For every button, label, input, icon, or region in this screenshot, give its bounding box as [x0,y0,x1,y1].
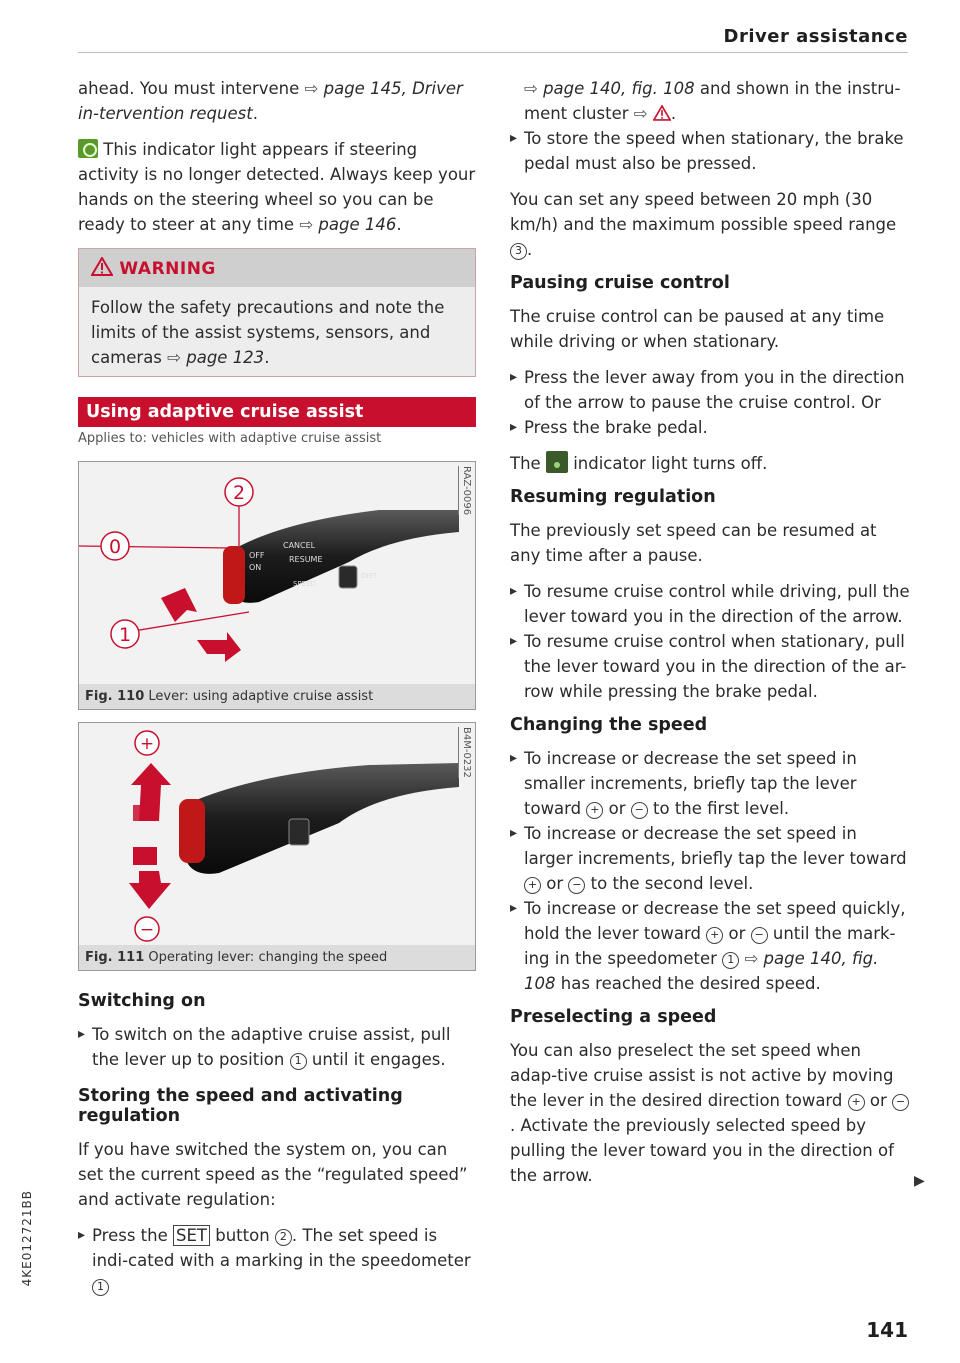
callout-2: 2 [232,482,246,504]
lever-label: DIST [361,572,378,580]
section-title: Using adaptive cruise assist [78,397,476,427]
callout-1: 1 [118,624,132,646]
reference-arrow-icon: ⇨ [524,79,538,98]
intro-paragraph: ahead. You must intervene ⇨ page 145, Driver in-tervention request. [78,79,463,123]
left-column [78,76,476,1298]
position-callout: 1 [92,1279,109,1296]
lever-illustration [79,462,475,684]
heading-storing-speed: Storing the speed and activating regulation [78,1086,403,1126]
lever-label: RESUME [289,555,323,564]
warning-triangle-icon [91,257,113,276]
push-arrow-icon [161,588,197,622]
reference-arrow-icon: ⇨ [299,215,314,234]
reference-arrow-icon: ⇨ [744,949,759,968]
minus-icon: − [631,802,648,819]
indicator-paragraph: This indicator light appears if steering activity is no longer detected. Always keep your hands on the steering wheel so you can be ready to steer at any time ⇨ page 146. [78,140,476,234]
lever-label: CANCEL [283,541,316,550]
position-callout: 3 [510,243,527,260]
plus-icon: + [848,1094,865,1111]
plus-icon: + [706,927,723,944]
reference-arrow-icon: ⇨ [167,348,181,367]
warning-title: WARNING [119,259,216,279]
minus-icon: − [751,927,768,944]
heading-resuming: Resuming regulation [510,487,716,507]
figure-111-image [79,723,475,945]
page-link[interactable]: page 140, fig. 108 [524,949,879,993]
right-column [510,76,910,1199]
figure-110-image [79,462,475,684]
resuming-list [510,579,910,704]
page-link[interactable]: page 145, Driver in-tervention request [78,79,463,123]
callout-0: 0 [108,536,122,558]
heading-changing-speed: Changing the speed [510,715,708,735]
page-link[interactable]: page 140, fig. 108 [543,79,695,98]
reference-arrow-icon: ⇨ [633,104,648,123]
pausing-paragraph: The cruise control can be paused at any time while driving or when stationary. [510,307,885,351]
minus-icon: − [568,877,585,894]
reference-arrow-icon: ⇨ [304,79,319,98]
hands-on-steering-indicator-icon [78,139,98,158]
figure-code: B4M-0232 [458,727,472,778]
header-divider [78,52,908,53]
page-link[interactable]: page 123 [186,348,265,367]
heading-switching-on: Switching on [78,991,206,1011]
continued-arrow-icon: ▶ [914,1173,925,1189]
storing-paragraph: If you have switched the system on, you can set the current speed as the “regulated speed” and activate regulation: [78,1140,468,1209]
list-item: ▸ To resume cruise control while driving, pull the lever toward you in the direction of the arrow. [510,579,910,629]
lever-illustration [79,723,475,945]
lever-label: OFF [249,551,265,560]
list-item: ▸ To increase or decrease the set speed in larger increments, briefly tap the lever toward + or − to the second level. [510,821,910,896]
lever-label: SPEED [293,580,316,588]
position-callout: 1 [722,952,739,969]
document-code: 4KE012721BB [20,1190,34,1287]
set-button-label: SET [173,1225,210,1246]
changing-list [510,746,910,996]
lever-label: ON [249,563,262,572]
plus-callout: + [139,734,155,754]
pull-arrow-icon [197,632,241,662]
running-header: Driver assistance [723,26,908,47]
pausing-list [510,365,910,440]
minus-icon: − [892,1094,909,1111]
figure-110 [78,461,476,710]
list-item: ▸ To resume cruise control when stationary, pull the lever toward you in the direction of the ar-row while pressing the brake pedal. [510,629,910,704]
list-item: ▸ To increase or decrease the set speed quickly, hold the lever toward + or − until the mark-ing in the speedometer 1 ⇨ page 140, fig. 108 has reached the desired speed. [510,896,910,996]
list-item: ▸ To store the speed when stationary, the brake pedal must also be pressed. [510,126,910,176]
indicator-off-paragraph: The indicator light turns off. [510,451,910,476]
heading-pausing: Pausing cruise control [510,273,730,293]
list-item: ▸ Press the brake pedal. [510,415,910,440]
figure-110-caption: Fig. 110 Lever: using adaptive cruise assist [79,684,475,709]
plus-icon: + [586,802,603,819]
list-item: ▸ Press the lever away from you in the direction of the arrow to pause the cruise control. Or [510,365,910,415]
cruise-control-indicator-icon [546,451,568,473]
list-item: ▸ Press the SET button 2 . The set speed is indi-cated with a marking in the speedometer 1 [78,1223,476,1298]
resuming-paragraph: The previously set speed can be resumed at any time after a pause. [510,521,877,565]
warning-text: Follow the safety precautions and note the limits of the assist systems, sensors, and cameras ⇨ page 123. [79,287,475,376]
warning-box [78,248,476,377]
preselecting-paragraph: You can also preselect the set speed when adap-tive cruise assist is not active by moving the lever in the desired direction toward + or −. Activate the previously selected speed by pulling the lever toward you in the direction of the arrow. [510,1038,910,1188]
applies-to-note: Applies to: vehicles with adaptive cruise assist [78,431,382,446]
page-number: 141 [866,1318,908,1342]
position-callout: 2 [275,1229,292,1246]
list-item: ▸ To switch on the adaptive cruise assist, pull the lever up to position 1 until it engages. [78,1022,476,1072]
continued-list-text: ⇨ page 140, fig. 108 and shown in the instru-ment cluster ⇨ . [524,79,901,123]
figure-111 [78,722,476,971]
figure-111-caption: Fig. 111 Operating lever: changing the speed [79,945,475,970]
minus-callout: − [139,920,155,940]
plus-icon: + [524,877,541,894]
warning-header [79,249,475,287]
list-item: ▸ To increase or decrease the set speed in smaller increments, briefly tap the lever toward + or − to the first level. [510,746,910,821]
decrease-arrow-icon [129,871,171,909]
position-callout: 1 [290,1053,307,1070]
speed-range-paragraph: You can set any speed between 20 mph (30 km/h) and the maximum possible speed range 3 . [510,190,897,259]
warning-triangle-icon [653,105,671,121]
heading-preselecting: Preselecting a speed [510,1007,717,1027]
figure-code: RAZ-0096 [458,466,472,515]
page-link[interactable]: page 146 [318,215,397,234]
